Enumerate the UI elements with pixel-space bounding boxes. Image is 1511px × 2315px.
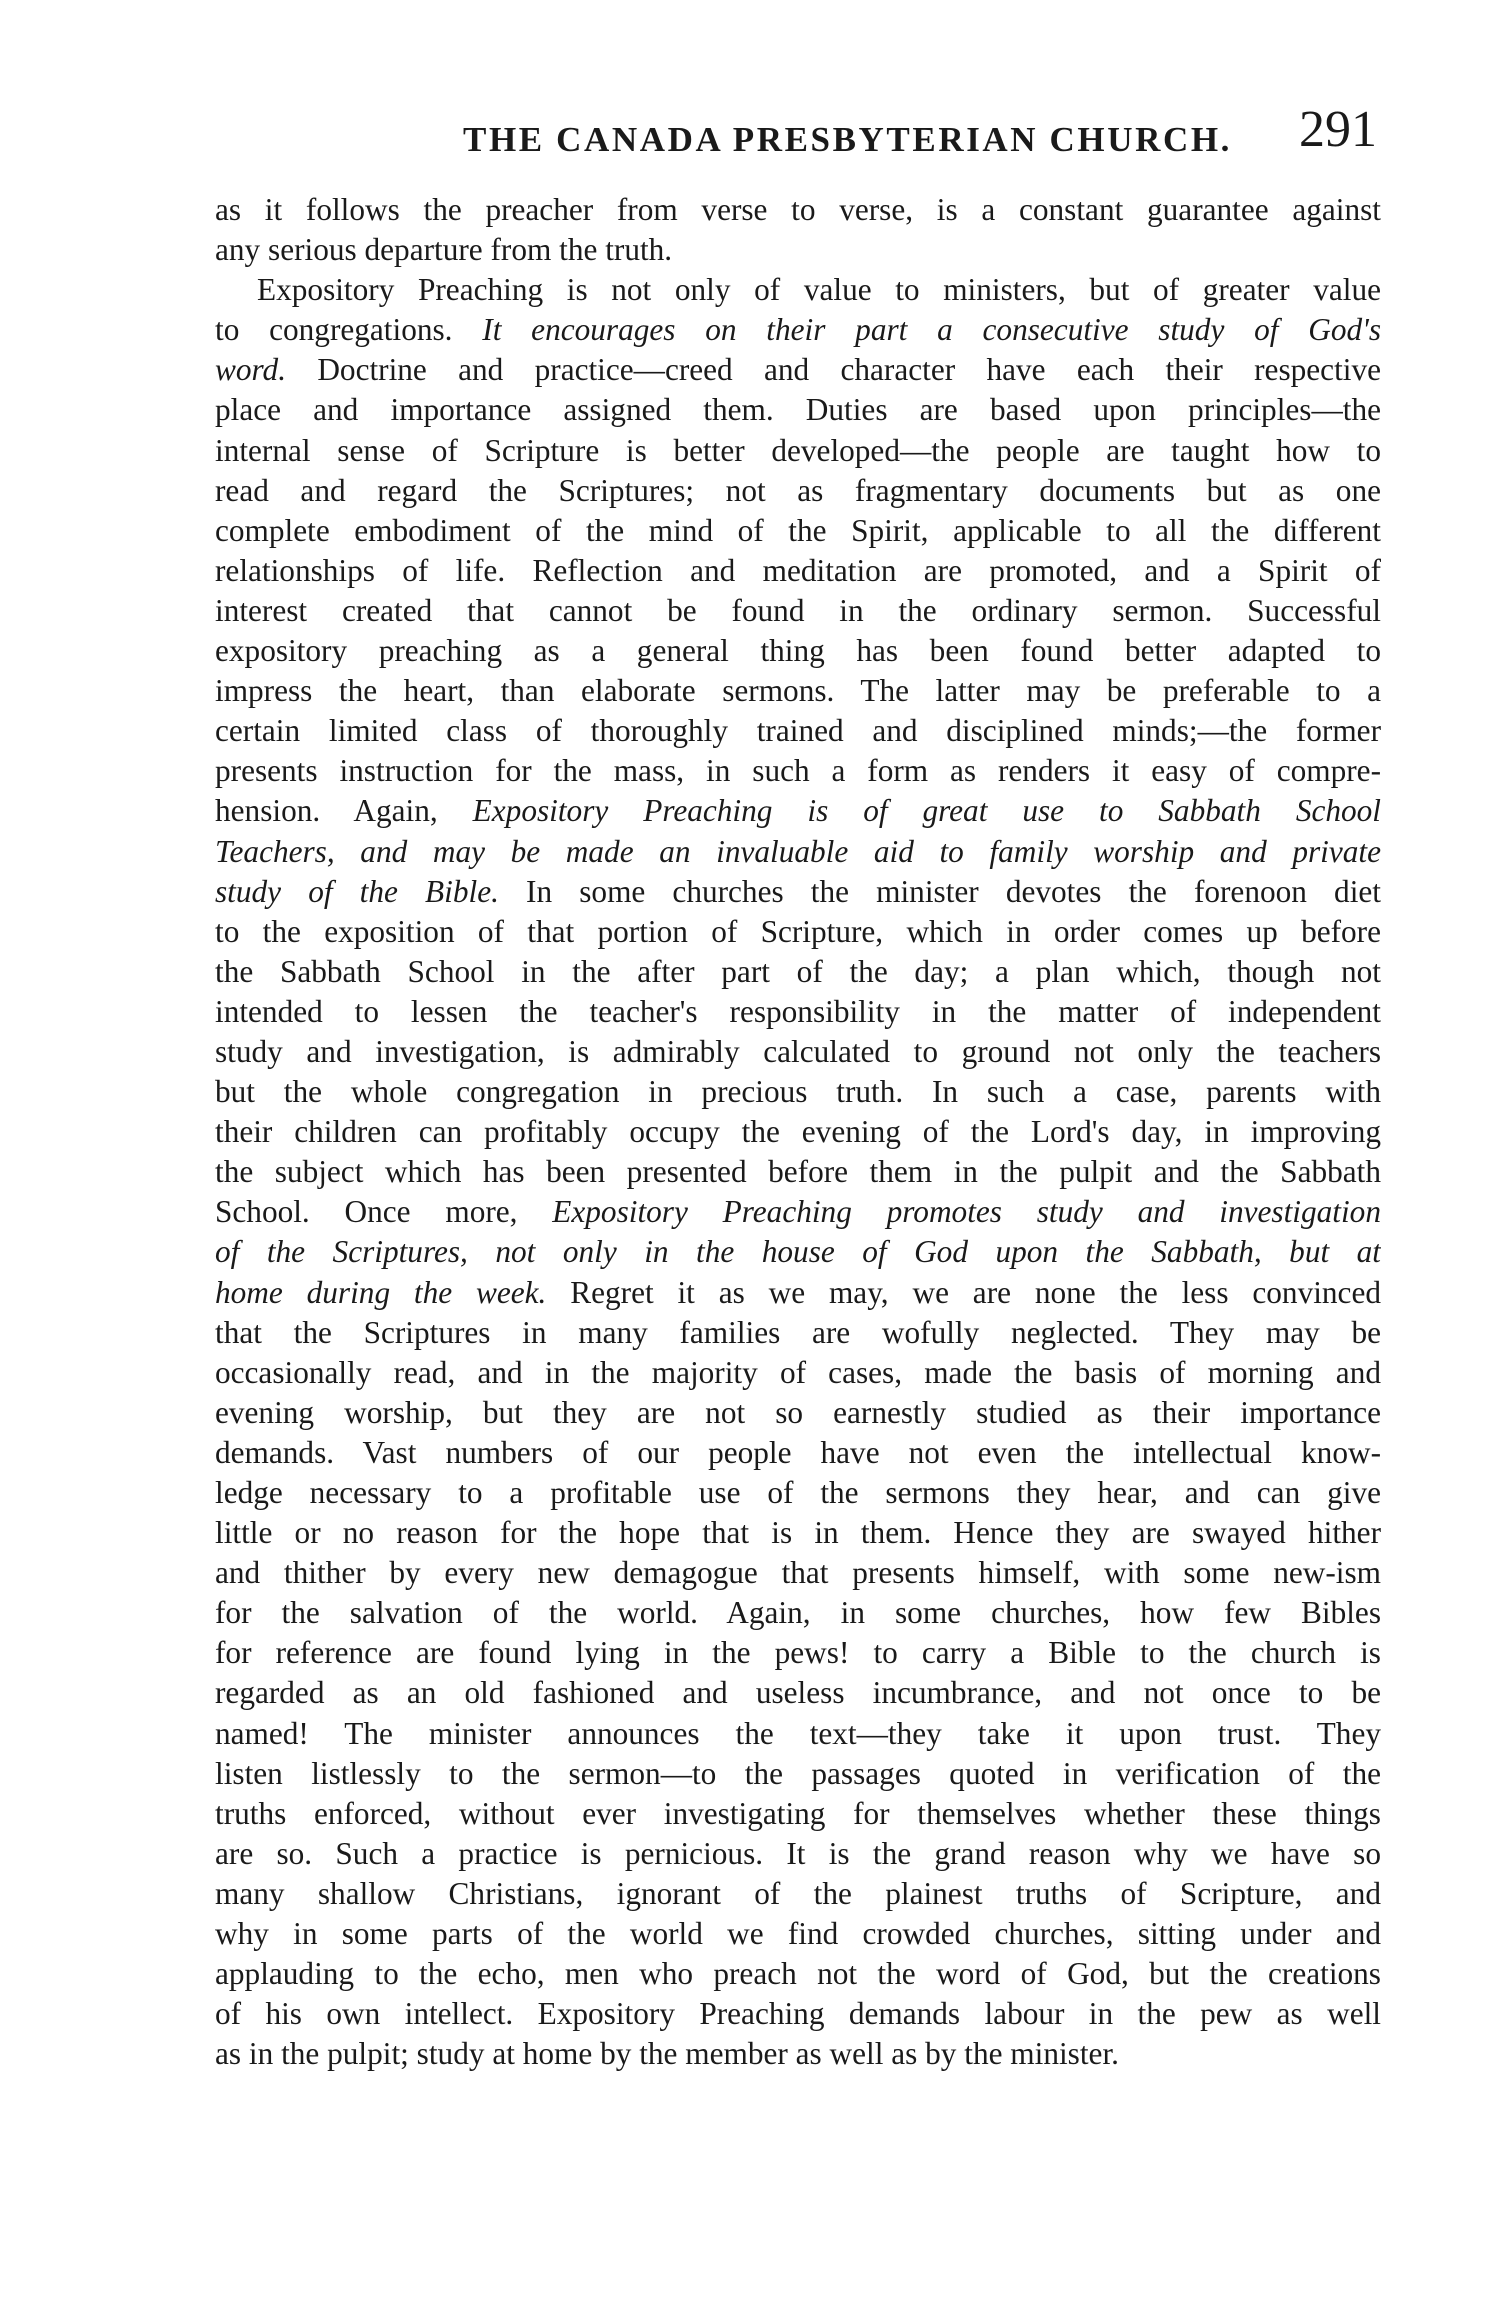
italic-segment: of the Scriptures, not only in the house of God upon the Sabbath, but at	[215, 1234, 1381, 1270]
italic-segment: word.	[215, 352, 287, 388]
running-head	[213, 100, 1383, 170]
italic-segment: Expository Preaching promotes study and investigation	[552, 1194, 1381, 1230]
body-text	[215, 190, 1381, 2074]
text-line: place and importance assigned them. Duties are based upon principles—the	[215, 392, 1381, 428]
text-line: presents instruction for the mass, in such a form as renders it easy of compre-	[215, 753, 1381, 789]
text-line: occasionally read, and in the majority of cases, made the basis of morning and	[215, 1354, 1381, 1390]
text-line: named! The minister announces the text—they take it upon trust. They	[215, 1715, 1381, 1751]
text-line: and thither by every new demagogue that presents himself, with some new-ism	[215, 1555, 1381, 1591]
text-line: any serious departure from the truth.	[215, 232, 673, 268]
text-segment: Regret it as we may, we are none the less convinced	[546, 1274, 1381, 1310]
text-line: Expository Preaching is not only of value to ministers, but of greater value	[257, 272, 1381, 308]
text-line	[215, 350, 1381, 390]
text-line: expository preaching as a general thing has been found better adapted to	[215, 633, 1381, 669]
text-line: interest created that cannot be found in the ordinary sermon. Successful	[215, 592, 1381, 628]
text-line: are so. Such a practice is pernicious. It is the grand reason why we have so	[215, 1835, 1381, 1871]
text-line: for the salvation of the world. Again, in some churches, how few Bibles	[215, 1595, 1381, 1631]
text-line	[215, 791, 1381, 831]
text-line: many shallow Christians, ignorant of the plainest truths of Scripture, and	[215, 1875, 1381, 1911]
text-line: for reference are found lying in the pews! to carry a Bible to the church is	[215, 1635, 1381, 1671]
text-line	[215, 1232, 1381, 1272]
text-line: intended to lessen the teacher's responsibility in the matter of independent	[215, 993, 1381, 1029]
text-line: complete embodiment of the mind of the Spirit, applicable to all the different	[215, 512, 1381, 548]
page-number: 291	[1299, 101, 1377, 158]
text-line: demands. Vast numbers of our people have not even the intellectual know-	[215, 1434, 1381, 1470]
text-line: their children can profitably occupy the evening of the Lord's day, in improving	[215, 1114, 1381, 1150]
text-segment: In some churches the minister devotes the forenoon diet	[498, 873, 1381, 909]
italic-segment: Expository Preaching is of great use to Sabbath School	[472, 793, 1381, 829]
text-line	[215, 310, 1381, 350]
text-line: little or no reason for the hope that is in them. Hence they are swayed hither	[215, 1515, 1381, 1551]
italic-segment: study of the Bible.	[215, 873, 499, 909]
text-line	[215, 1273, 1381, 1313]
text-line: the subject which has been presented before them in the pulpit and the Sabbath	[215, 1154, 1381, 1190]
text-line: as it follows the preacher from verse to verse, is a constant guarantee against	[215, 192, 1381, 227]
text-line: listen listlessly to the sermon—to the passages quoted in verification of the	[215, 1755, 1381, 1791]
italic-segment: It encourages on their part a consecutive study of God's	[482, 312, 1381, 348]
text-line: internal sense of Scripture is better developed—the people are taught how to	[215, 432, 1381, 468]
text-line: that the Scriptures in many families are wofully neglected. They may be	[215, 1314, 1381, 1350]
text-line: study and investigation, is admirably calculated to ground not only the teachers	[215, 1033, 1381, 1069]
text-line: as in the pulpit; study at home by the member as well as by the minister.	[215, 2036, 1119, 2072]
text-line: to the exposition of that portion of Scripture, which in order comes up before	[215, 913, 1381, 949]
text-line	[215, 1192, 1381, 1232]
text-line: evening worship, but they are not so earnestly studied as their importance	[215, 1394, 1381, 1430]
text-segment: Doctrine and practice—creed and character have each their respective	[286, 352, 1381, 388]
italic-segment: home during the week.	[215, 1274, 547, 1310]
text-line: of his own intellect. Expository Preaching demands labour in the pew as well	[215, 1996, 1381, 2032]
text-line	[215, 832, 1381, 872]
running-title: THE CANADA PRESBYTERIAN CHURCH.	[463, 120, 1233, 159]
text-segment: to congregations.	[215, 312, 483, 348]
text-line: but the whole congregation in precious truth. In such a case, parents with	[215, 1074, 1381, 1110]
text-segment: School. Once more,	[215, 1194, 553, 1230]
italic-segment: Teachers, and may be made an invaluable aid to family worship and private	[215, 833, 1381, 869]
text-line: relationships of life. Reflection and meditation are promoted, and a Spirit of	[215, 552, 1381, 588]
text-line: impress the heart, than elaborate sermons. The latter may be preferable to a	[215, 673, 1381, 709]
text-line: certain limited class of thoroughly trained and disciplined minds;—the former	[215, 713, 1381, 749]
text-line: the Sabbath School in the after part of the day; a plan which, though not	[215, 953, 1381, 989]
text-line: truths enforced, without ever investigating for themselves whether these things	[215, 1795, 1381, 1831]
text-line	[215, 872, 1381, 912]
text-line: ledge necessary to a profitable use of the sermons they hear, and can give	[215, 1475, 1381, 1510]
text-line: read and regard the Scriptures; not as fragmentary documents but as one	[215, 472, 1381, 508]
text-segment: hension. Again,	[215, 793, 473, 829]
text-line: applauding to the echo, men who preach not the word of God, but the creations	[215, 1956, 1381, 1992]
text-line: why in some parts of the world we find crowded churches, sitting under and	[215, 1916, 1381, 1952]
text-line: regarded as an old fashioned and useless incumbrance, and not once to be	[215, 1675, 1381, 1711]
